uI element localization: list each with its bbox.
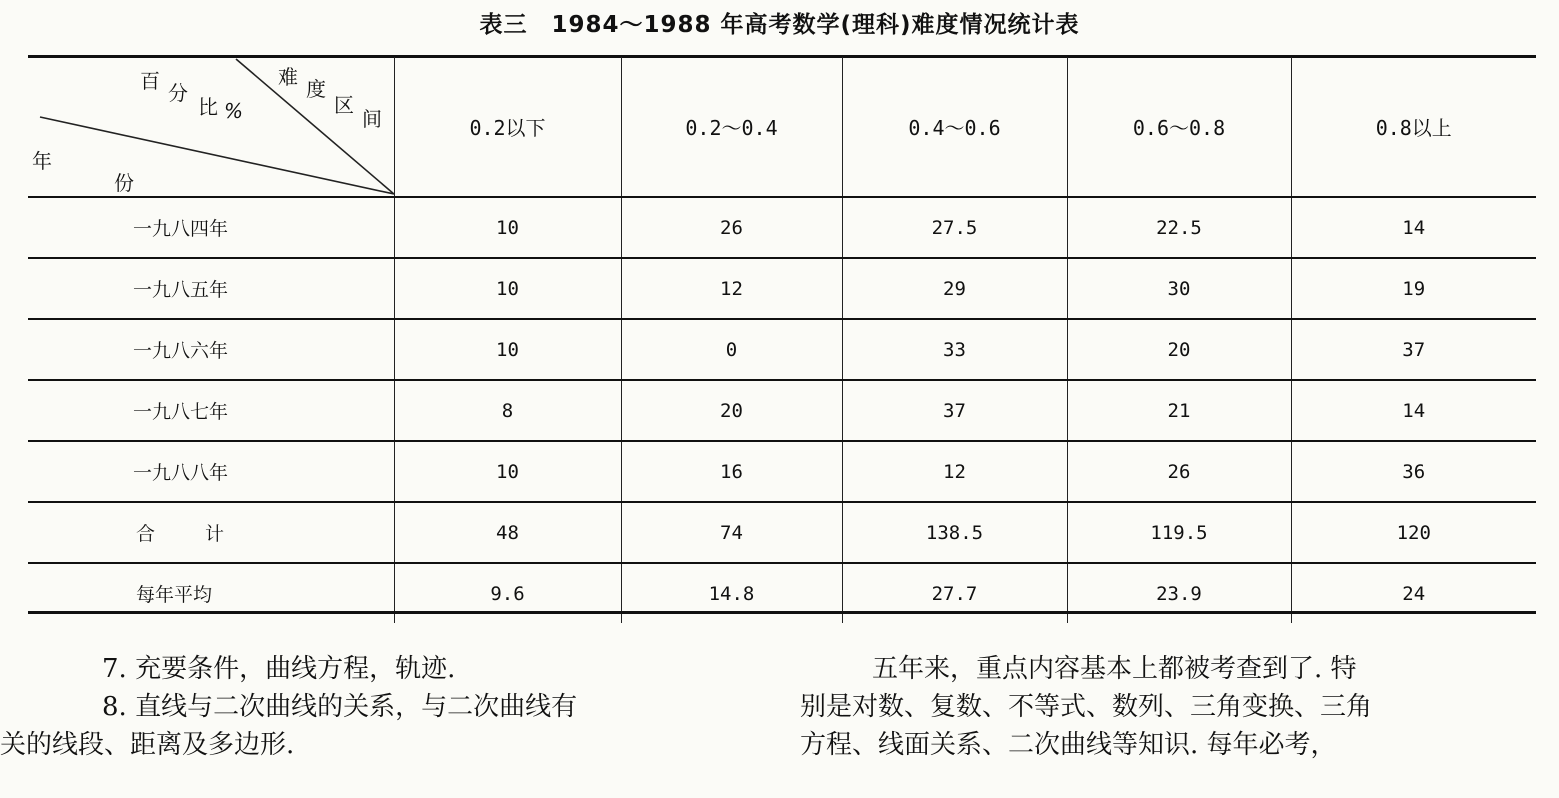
table-cell: 20 <box>621 380 842 441</box>
average-cell: 27.7 <box>842 563 1067 623</box>
table-cell: 26 <box>621 197 842 258</box>
table-row <box>28 258 1536 319</box>
corner-top-char: % <box>224 99 244 123</box>
total-cell: 74 <box>621 502 842 563</box>
table-cell: 29 <box>842 258 1067 319</box>
corner-right-char: 度 <box>306 77 326 101</box>
corner-top-char: 比 <box>198 95 218 119</box>
diagonal-lines <box>28 57 394 196</box>
corner-top-char: 分 <box>168 81 188 105</box>
corner-right-char: 间 <box>362 107 382 131</box>
table-cell: 21 <box>1067 380 1291 441</box>
total-cell: 138.5 <box>842 502 1067 563</box>
table-cell: 27.5 <box>842 197 1067 258</box>
bottom-rule <box>28 611 1536 614</box>
average-cell: 9.6 <box>394 563 621 623</box>
table-row <box>28 197 1536 258</box>
right-text-line: 别是对数、复数、不等式、数列、三角变换、三角 <box>800 692 1373 722</box>
table-row <box>28 319 1536 380</box>
range-header: 0.8以上 <box>1291 57 1536 197</box>
left-paragraph <box>0 650 760 764</box>
range-header: 0.2以下 <box>394 57 621 197</box>
table-cell: 30 <box>1067 258 1291 319</box>
corner-right-char: 区 <box>334 93 354 117</box>
average-cell: 24 <box>1291 563 1536 623</box>
corner-left-char: 年 <box>32 149 52 173</box>
row-label: 一九八四年 <box>28 197 394 258</box>
table-cell: 0 <box>621 319 842 380</box>
table-cell: 16 <box>621 441 842 502</box>
difficulty-table <box>28 57 1536 623</box>
total-cell: 119.5 <box>1067 502 1291 563</box>
corner-top-char: 百 <box>140 69 160 93</box>
left-text-line: 8. 直线与二次曲线的关系，与二次曲线有 <box>102 692 578 722</box>
table-cell: 10 <box>394 441 621 502</box>
row-label: 一九八六年 <box>28 319 394 380</box>
table-cell: 33 <box>842 319 1067 380</box>
table-cell: 36 <box>1291 441 1536 502</box>
range-header: 0.4～0.6 <box>842 57 1067 197</box>
row-label: 一九八七年 <box>28 380 394 441</box>
right-text-line: 方程、线面关系、二次曲线等知识. 每年必考， <box>800 730 1337 760</box>
table-cell: 8 <box>394 380 621 441</box>
table-cell: 37 <box>842 380 1067 441</box>
table-cell: 26 <box>1067 441 1291 502</box>
table-cell: 10 <box>394 319 621 380</box>
average-row <box>28 563 1536 623</box>
table-cell: 12 <box>621 258 842 319</box>
table-cell: 37 <box>1291 319 1536 380</box>
table-row <box>28 380 1536 441</box>
corner-left-char: 份 <box>114 171 134 195</box>
total-label-b: 计 <box>205 523 225 545</box>
table-cell: 14 <box>1291 380 1536 441</box>
left-text-line: 7. 充要条件，曲线方程，轨迹. <box>102 654 456 684</box>
left-text-line: 关的线段、距离及多边形. <box>0 730 295 760</box>
table-cell: 20 <box>1067 319 1291 380</box>
right-paragraph <box>800 650 1540 764</box>
table-title: 表三 1984～1988 年高考数学(理科)难度情况统计表 <box>479 12 1080 38</box>
average-label: 每年平均 <box>28 563 394 623</box>
total-cell: 48 <box>394 502 621 563</box>
range-header: 0.6～0.8 <box>1067 57 1291 197</box>
table-cell: 22.5 <box>1067 197 1291 258</box>
corner-right-char: 难 <box>278 65 298 89</box>
table-cell: 14 <box>1291 197 1536 258</box>
average-cell: 23.9 <box>1067 563 1291 623</box>
table-cell: 12 <box>842 441 1067 502</box>
table-cell: 10 <box>394 197 621 258</box>
total-label <box>28 502 394 563</box>
range-header: 0.2～0.4 <box>621 57 842 197</box>
corner-cell <box>28 57 394 197</box>
row-label: 一九八八年 <box>28 441 394 502</box>
row-label: 一九八五年 <box>28 258 394 319</box>
total-label-a: 合 <box>136 523 156 545</box>
table-header-row <box>28 57 1536 197</box>
total-row <box>28 502 1536 563</box>
total-cell: 120 <box>1291 502 1536 563</box>
table-row <box>28 441 1536 502</box>
table-cell: 19 <box>1291 258 1536 319</box>
average-cell: 14.8 <box>621 563 842 623</box>
table-cell: 10 <box>394 258 621 319</box>
right-text-line: 五年来，重点内容基本上都被考查到了. 特 <box>872 654 1357 684</box>
